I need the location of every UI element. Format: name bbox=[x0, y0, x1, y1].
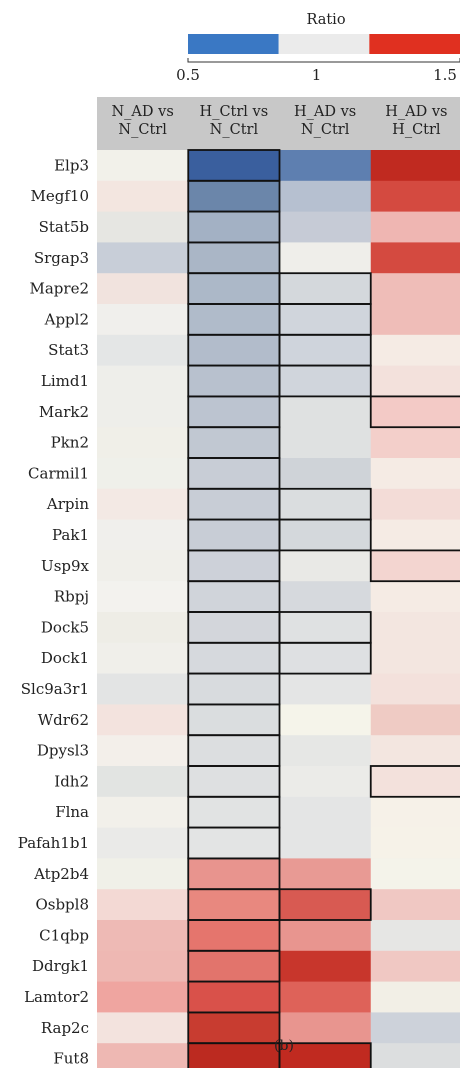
row-label: Wdr62 bbox=[37, 710, 89, 729]
heatmap-cell bbox=[188, 982, 280, 1013]
heatmap-cell bbox=[188, 304, 280, 335]
row-label: Pak1 bbox=[52, 526, 89, 544]
heatmap-cell bbox=[371, 581, 460, 612]
heatmap-cell bbox=[97, 581, 189, 612]
heatmap-cell bbox=[97, 273, 189, 304]
heatmap-cell bbox=[188, 489, 280, 520]
row-label: Osbpl8 bbox=[35, 895, 89, 914]
heatmap-cell bbox=[371, 674, 460, 705]
heatmap-cell bbox=[97, 1043, 189, 1068]
legend-tick-label: 1.5 bbox=[433, 66, 457, 84]
heatmap-cell bbox=[371, 828, 460, 859]
heatmap-cell bbox=[97, 704, 189, 735]
heatmap-cell bbox=[188, 427, 280, 458]
heatmap-cell bbox=[97, 889, 189, 920]
legend-bracket bbox=[188, 58, 460, 62]
row-label: Pkn2 bbox=[50, 433, 89, 452]
heatmap-cell bbox=[97, 242, 189, 273]
heatmap-cell bbox=[371, 273, 460, 304]
heatmap-cell bbox=[97, 735, 189, 766]
heatmap-cell bbox=[188, 643, 280, 674]
heatmap-cell bbox=[371, 643, 460, 674]
heatmap-cell bbox=[280, 797, 372, 828]
heatmap-cell bbox=[97, 1012, 189, 1043]
heatmap-cell bbox=[280, 520, 372, 551]
column-header-label: N_Ctrl bbox=[118, 122, 167, 138]
heatmap-cell bbox=[97, 766, 189, 797]
heatmap-cell bbox=[280, 181, 372, 212]
heatmap-cell bbox=[280, 951, 372, 982]
heatmap-cell bbox=[97, 212, 189, 243]
heatmap-cell bbox=[97, 828, 189, 859]
heatmap-cell bbox=[371, 396, 460, 427]
legend-swatch bbox=[369, 34, 460, 54]
heatmap-cell bbox=[188, 920, 280, 951]
heatmap-cell bbox=[97, 550, 189, 581]
heatmap-cell bbox=[97, 489, 189, 520]
heatmap-cell bbox=[280, 643, 372, 674]
heatmap-cell bbox=[371, 1012, 460, 1043]
column-header-band bbox=[97, 97, 460, 150]
row-label: Flna bbox=[55, 803, 89, 822]
heatmap-cell bbox=[97, 181, 189, 212]
heatmap-cell bbox=[371, 951, 460, 982]
heatmap-cell bbox=[188, 766, 280, 797]
column-header-label: N_Ctrl bbox=[300, 122, 350, 138]
heatmap-cell bbox=[97, 304, 189, 335]
heatmap-cell bbox=[97, 150, 189, 181]
row-label: Pafah1b1 bbox=[17, 834, 89, 852]
row-label: Lamtor2 bbox=[24, 988, 89, 1006]
row-label: Appl2 bbox=[44, 310, 89, 329]
heatmap-cell bbox=[97, 920, 189, 951]
legend-title: Ratio bbox=[306, 12, 346, 28]
row-label: Megf10 bbox=[30, 187, 89, 206]
heatmap-cell bbox=[371, 1043, 460, 1068]
heatmap-cell bbox=[188, 858, 280, 889]
heatmap-cell bbox=[188, 889, 280, 920]
heatmap-cell bbox=[97, 797, 189, 828]
heatmap-cell bbox=[188, 797, 280, 828]
heatmap-cell bbox=[371, 889, 460, 920]
heatmap-cell bbox=[188, 520, 280, 551]
heatmap-cell bbox=[188, 704, 280, 735]
row-label: Limd1 bbox=[40, 372, 89, 390]
heatmap-cell bbox=[371, 797, 460, 828]
row-label: Mapre2 bbox=[29, 279, 89, 298]
legend-swatch bbox=[188, 34, 279, 54]
heatmap-cell bbox=[371, 489, 460, 520]
heatmap-cell bbox=[371, 335, 460, 366]
heatmap-cell bbox=[280, 489, 372, 520]
heatmap-cell bbox=[97, 612, 189, 643]
heatmap-cell bbox=[280, 920, 372, 951]
heatmap-cell bbox=[371, 458, 460, 489]
heatmap-cell bbox=[188, 150, 280, 181]
heatmap-cell bbox=[371, 704, 460, 735]
row-labels bbox=[18, 156, 90, 1068]
heatmap-cell bbox=[188, 951, 280, 982]
heatmap-cell bbox=[280, 858, 372, 889]
heatmap-cell bbox=[97, 982, 189, 1013]
heatmap-cell bbox=[97, 335, 189, 366]
heatmap-cell bbox=[371, 920, 460, 951]
heatmap-cell bbox=[280, 550, 372, 581]
row-label: Rbpj bbox=[53, 587, 89, 606]
panel-label: (b) bbox=[274, 1038, 294, 1054]
heatmap-cell bbox=[371, 427, 460, 458]
heatmap-cell bbox=[97, 458, 189, 489]
heatmap-cell bbox=[188, 581, 280, 612]
heatmap-cell bbox=[188, 273, 280, 304]
heatmap-cell bbox=[280, 212, 372, 243]
row-label: Stat3 bbox=[48, 341, 89, 360]
heatmap-cell bbox=[97, 427, 189, 458]
legend-swatch bbox=[279, 34, 370, 54]
heatmap-cell bbox=[280, 581, 372, 612]
legend-tick-label: 0.5 bbox=[176, 66, 200, 84]
heatmap-cell bbox=[280, 242, 372, 273]
column-header-label: H_Ctrl bbox=[392, 122, 441, 138]
row-label: Mark2 bbox=[38, 402, 89, 421]
heatmap-cell bbox=[280, 366, 372, 397]
heatmap-cell bbox=[371, 366, 460, 397]
row-label: Rap2c bbox=[40, 1018, 89, 1037]
heatmap-cell bbox=[371, 242, 460, 273]
heatmap-cell bbox=[280, 828, 372, 859]
heatmap-cell bbox=[188, 550, 280, 581]
row-label: Slc9a3r1 bbox=[20, 680, 89, 698]
heatmap-cell bbox=[371, 520, 460, 551]
heatmap-cell bbox=[97, 520, 189, 551]
heatmap-cell bbox=[280, 612, 372, 643]
row-label: Atp2b4 bbox=[34, 864, 89, 883]
heatmap-cell bbox=[371, 858, 460, 889]
heatmap-cell bbox=[280, 150, 372, 181]
heatmap-cell bbox=[280, 982, 372, 1013]
row-label: Dpysl3 bbox=[36, 741, 89, 760]
row-label: Usp9x bbox=[41, 556, 89, 575]
row-label: Carmil1 bbox=[28, 464, 89, 483]
row-label: Stat5b bbox=[38, 218, 89, 236]
heatmap-cell bbox=[188, 674, 280, 705]
heatmap-cells bbox=[97, 150, 460, 1068]
heatmap-cell bbox=[280, 704, 372, 735]
column-header-label: N_Ctrl bbox=[209, 122, 259, 138]
heatmap-cell bbox=[188, 366, 280, 397]
heatmap-cell bbox=[371, 735, 460, 766]
heatmap-cell bbox=[371, 150, 460, 181]
heatmap-cell bbox=[188, 735, 280, 766]
row-label: Arpin bbox=[46, 495, 89, 514]
heatmap-cell bbox=[280, 674, 372, 705]
legend-color-bar bbox=[188, 34, 460, 54]
column-header-label: H_Ctrl vs bbox=[199, 104, 269, 120]
color-legend bbox=[176, 12, 460, 84]
heatmap-cell bbox=[371, 982, 460, 1013]
heatmap-cell bbox=[188, 612, 280, 643]
heatmap-cell bbox=[97, 674, 189, 705]
heatmap-cell bbox=[280, 396, 372, 427]
row-label: Dock5 bbox=[40, 618, 89, 637]
column-header-label: N_AD vs bbox=[111, 104, 174, 120]
heatmap-cell bbox=[371, 612, 460, 643]
row-label: Srgap3 bbox=[33, 248, 89, 267]
heatmap-cell bbox=[371, 766, 460, 797]
heatmap-cell bbox=[97, 396, 189, 427]
heatmap-cell bbox=[280, 889, 372, 920]
heatmap-cell bbox=[97, 643, 189, 674]
row-label: Ddrgk1 bbox=[31, 957, 89, 976]
heatmap-cell bbox=[97, 858, 189, 889]
heatmap-cell bbox=[280, 304, 372, 335]
row-label: Fut8 bbox=[53, 1049, 89, 1068]
heatmap-cell bbox=[188, 458, 280, 489]
heatmap-cell bbox=[280, 458, 372, 489]
heatmap-cell bbox=[371, 212, 460, 243]
heatmap-cell bbox=[97, 951, 189, 982]
heatmap-cell bbox=[280, 735, 372, 766]
heatmap-cell bbox=[280, 273, 372, 304]
heatmap-cell bbox=[188, 828, 280, 859]
column-header-label: H_AD vs bbox=[385, 104, 448, 120]
heatmap-cell bbox=[188, 242, 280, 273]
heatmap-cell bbox=[371, 550, 460, 581]
legend-ticks bbox=[176, 66, 457, 84]
heatmap-cell bbox=[371, 181, 460, 212]
heatmap-cell bbox=[280, 427, 372, 458]
heatmap-cell bbox=[188, 181, 280, 212]
heatmap-cell bbox=[97, 366, 189, 397]
heatmap-cell bbox=[188, 1012, 280, 1043]
heatmap-cell bbox=[280, 766, 372, 797]
row-label: Idh2 bbox=[54, 772, 89, 791]
heatmap-cell bbox=[188, 1043, 280, 1068]
legend-tick-label: 1 bbox=[311, 66, 322, 84]
heatmap-cell bbox=[188, 396, 280, 427]
heatmap-cell bbox=[371, 304, 460, 335]
column-header-label: H_AD vs bbox=[294, 104, 357, 120]
heatmap-cell bbox=[188, 212, 280, 243]
heatmap-cell bbox=[188, 335, 280, 366]
row-label: C1qbp bbox=[39, 926, 89, 945]
row-label: Dock1 bbox=[40, 649, 89, 668]
row-label: Elp3 bbox=[54, 156, 89, 175]
heatmap-cell bbox=[280, 335, 372, 366]
